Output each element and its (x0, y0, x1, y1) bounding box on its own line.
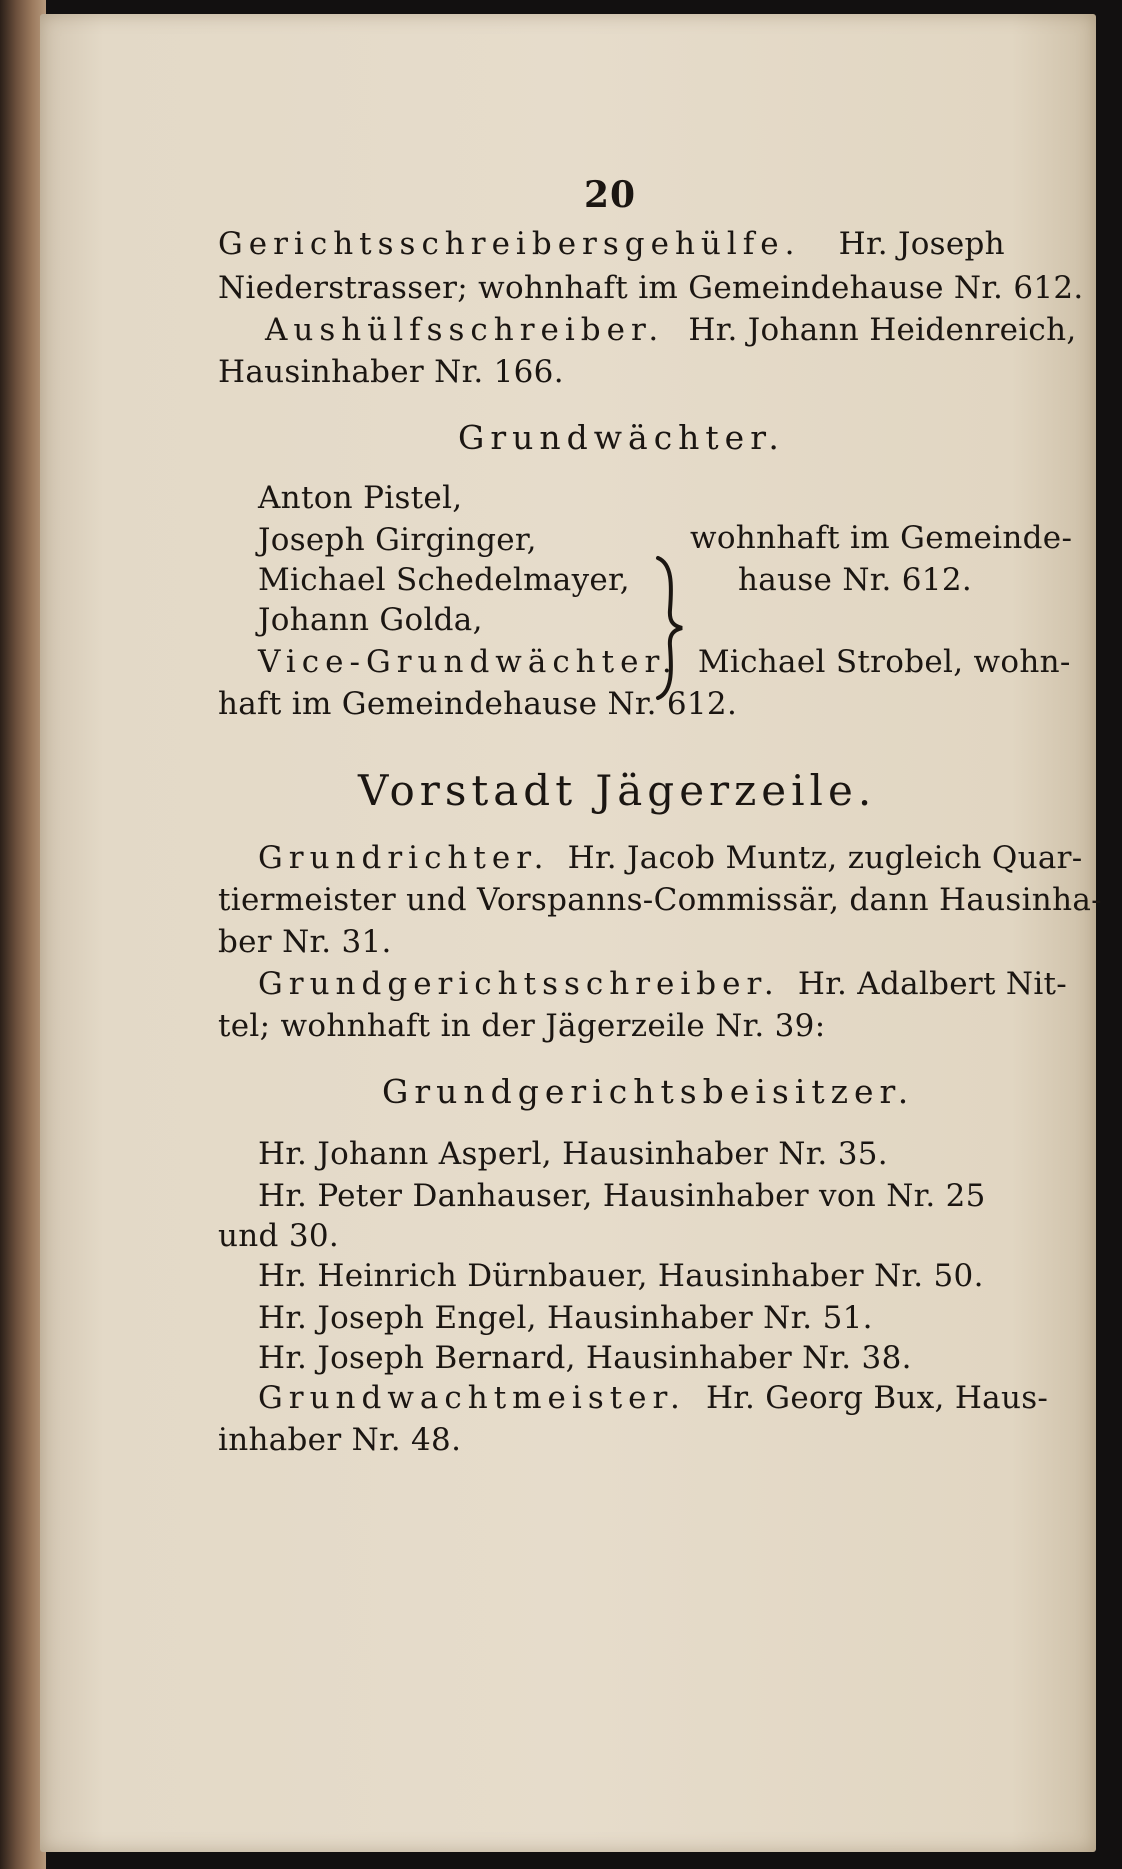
heading-grundwaechter: Grundwächter. (458, 418, 785, 457)
text-line-2: Niederstrasser; wohnhaft im Gemeindehause Nr. 612. (218, 270, 1084, 306)
text-line-4: Hausinhaber Nr. 166. (218, 354, 564, 390)
person-johann-heidenreich: Hr. Johann Heidenreich, (688, 312, 1077, 348)
heading-grundgerichtsbeisitzer: Grundgerichtsbeisitzer. (382, 1072, 915, 1111)
text-line-3 (265, 312, 1077, 348)
residence-line-2: hause Nr. 612. (738, 562, 972, 598)
role-aushuelfsschreiber: Aushülfsschreiber. (265, 312, 665, 348)
text-line-vice (258, 644, 1071, 680)
entry-joseph-bernard: Hr. Joseph Bernard, Hausinhaber Nr. 38. (258, 1340, 912, 1376)
person-jacob-muntz: Hr. Jacob Muntz, zugleich Quar- (567, 840, 1083, 876)
name-anton-pistel: Anton Pistel, (258, 480, 463, 516)
text-line-1 (218, 226, 1005, 262)
role-vice-grundwaechter: Vice-Grundwächter. (258, 644, 678, 680)
person-hr-joseph: Hr. Joseph (838, 226, 1005, 262)
text-line-grundrichter-2: tiermeister und Vorspanns-Commissär, dann Hausinha- (218, 882, 1102, 918)
text-line-grundwachtmeister (258, 1380, 1048, 1416)
name-johann-golda: Johann Golda, (258, 602, 483, 638)
text-line-grundwachtmeister-2: inhaber Nr. 48. (218, 1422, 462, 1458)
entry-peter-danhauser-cont: und 30. (218, 1218, 340, 1254)
person-michael-strobel: Michael Strobel, wohn- (697, 644, 1071, 680)
text-line-grundgerichtsschreiber (258, 966, 1067, 1002)
text-line-grundrichter (258, 840, 1083, 876)
entry-peter-danhauser: Hr. Peter Danhauser, Hausinhaber von Nr. 25 (258, 1178, 986, 1214)
entry-joseph-engel: Hr. Joseph Engel, Hausinhaber Nr. 51. (258, 1300, 873, 1336)
page-sheet (40, 14, 1102, 1852)
text-line-vice-2: haft im Gemeindehause Nr. 612. (218, 686, 738, 722)
page-number: 20 (584, 174, 637, 216)
entry-heinrich-duernbauer: Hr. Heinrich Dürnbauer, Hausinhaber Nr. 50. (258, 1258, 984, 1294)
name-joseph-girginger: Joseph Girginger, (258, 522, 537, 558)
role-grundgerichtsschreiber: Grundgerichtsschreiber. (258, 966, 780, 1002)
person-georg-bux: Hr. Georg Bux, Haus- (705, 1380, 1049, 1416)
role-grundrichter: Grundrichter. (258, 840, 550, 876)
text-line-grundrichter-3: ber Nr. 31. (218, 924, 392, 960)
role-gerichtsschreibersgehuelfe: Gerichtsschreibersgehülfe. (218, 226, 801, 262)
person-adalbert-nittel: Hr. Adalbert Nit- (797, 966, 1068, 1002)
residence-line-1: wohnhaft im Gemeinde- (690, 520, 1073, 556)
role-grundwachtmeister: Grundwachtmeister. (258, 1380, 686, 1416)
entry-johann-asperl: Hr. Johann Asperl, Hausinhaber Nr. 35. (258, 1136, 888, 1172)
text-line-grundgerichtsschreiber-2: tel; wohnhaft in der Jägerzeile Nr. 39: (218, 1008, 826, 1044)
name-michael-schedelmayer: Michael Schedelmayer, (258, 562, 630, 598)
heading-vorstadt-jaegerzeile: Vorstadt Jägerzeile. (358, 766, 877, 815)
